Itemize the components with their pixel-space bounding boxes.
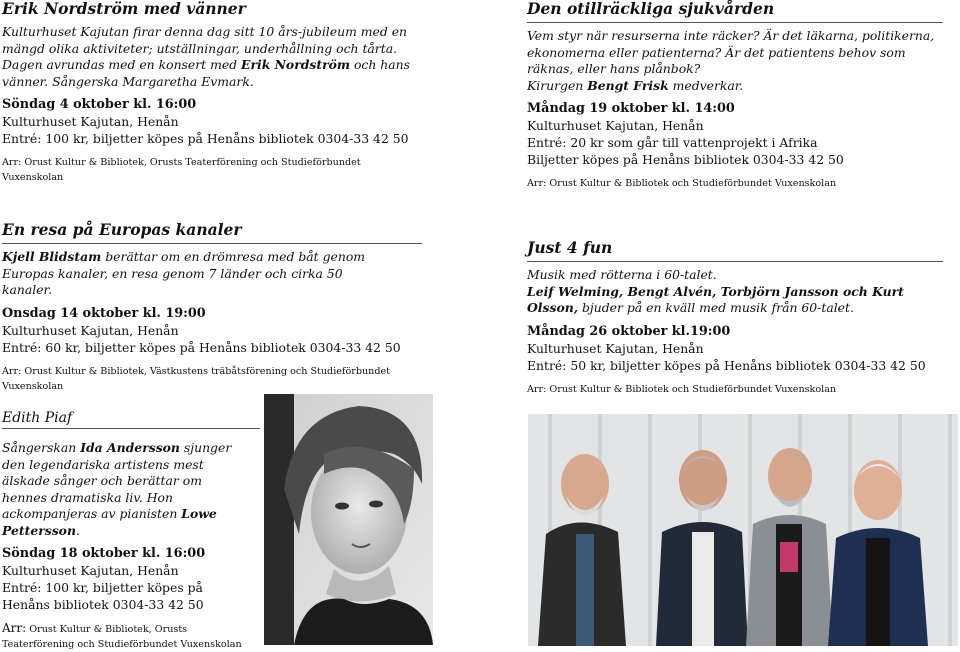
event-date: Onsdag 14 oktober kl. 19:00 (2, 305, 206, 321)
event-entry: Entré: 100 kr, biljetter köpes på Henåns bibliotek 0304-33 42 50 (2, 131, 409, 146)
portrait-photo-illustration (264, 394, 433, 645)
event-description: Vem styr när resurserna inte räcker? Är det läkarna, politikerna, ekonomerna eller patienterna? Är det patientens behov som räknas, eller hans plånbok? (527, 28, 935, 76)
event-description: Musik med rötterna i 60-talet. (527, 267, 717, 282)
event-organizers: Arr: Orust Kultur & Bibliotek, Orusts Teaterförening och Studieförbundet Vuxenskolan (2, 157, 361, 183)
event-organizers: Arr: Orust Kultur & Bibliotek och Studieförbundet Vuxenskolan (527, 178, 837, 189)
divider (2, 243, 422, 244)
event-venue: Kulturhuset Kajutan, Henån (2, 322, 179, 338)
event-venue: Kulturhuset Kajutan, Henån (527, 118, 704, 133)
band-photo-illustration (528, 414, 958, 646)
event-europas-kanaler (2, 221, 422, 394)
event-venue: Kulturhuset Kajutan, Henån (2, 563, 179, 578)
event-title: En resa på Europas kanaler (2, 220, 242, 239)
event-date: Måndag 19 oktober kl. 14:00 (527, 101, 735, 116)
event-venue: Kulturhuset Kajutan, Henån (2, 114, 179, 129)
event-title: Den otillräckliga sjukvården (527, 0, 775, 18)
event-organizers: Arr: Orust Kultur & Bibliotek och Studieförbundet Vuxenskolan (527, 383, 837, 395)
event-organizers: Arr: Orust Kultur & Bibliotek, Orusts Teaterförening och Studieförbundet Vuxenskolan (2, 621, 242, 650)
event-organizers: Arr: Orust Kultur & Bibliotek, Västkustens träbåtsförening och Studieförbundet Vuxenskolan (2, 365, 391, 392)
event-title: Edith Piaf (2, 410, 73, 426)
divider (527, 261, 943, 262)
event-date: Söndag 4 oktober kl. 16:00 (2, 97, 197, 112)
event-edith-piaf (2, 409, 260, 652)
event-sjukvarden (527, 0, 943, 191)
event-tickets: Biljetter köpes på Henåns bibliotek 0304-33 42 50 (527, 152, 844, 167)
event-title: Just 4 fun (527, 238, 613, 257)
event-description: Kjell Blidstam berättar om en drömresa med båt genom Europas kanaler, en resa genom 7 länder och cirka 50 kanaler. (2, 249, 366, 297)
event-date: Söndag 18 oktober kl. 16:00 (2, 546, 206, 561)
event-entry: Entré: 20 kr som går till vattenprojekt i Afrika (527, 135, 818, 150)
event-description-2: Kirurgen Bengt Frisk medverkar. (527, 77, 744, 93)
event-venue: Kulturhuset Kajutan, Henån (527, 340, 704, 356)
event-entry: Entré: 100 kr, biljetter köpes på Henåns bibliotek 0304-33 42 50 (2, 580, 204, 612)
event-just-4-fun (527, 239, 943, 397)
portrait-photo (264, 394, 433, 645)
event-date: Måndag 26 oktober kl.19:00 (527, 323, 731, 339)
event-entry: Entré: 50 kr, biljetter köpes på Henåns bibliotek 0304-33 42 50 (527, 357, 926, 373)
divider (527, 22, 943, 23)
divider (2, 428, 260, 429)
event-description: Sångerskan Ida Andersson sjunger den legendariska artistens mest älskade sånger och berättar om hennes dramatiska liv. Hon ackompanjeras av pianisten Lowe Pettersson. (2, 440, 232, 538)
event-entry: Entré: 60 kr, biljetter köpes på Henåns bibliotek 0304-33 42 50 (2, 339, 401, 355)
event-erik-nordstrom (2, 0, 420, 185)
event-title: Erik Nordström med vänner (2, 0, 246, 18)
event-description-2: Leif Welming, Bengt Alvén, Torbjörn Jansson och Kurt Olsson, bjuder på en kväll med musik från 60-talet. (527, 283, 904, 315)
event-description: Kulturhuset Kajutan firar denna dag sitt 10 års-jubileum med en mängd olika aktiviteter; utställningar, underhållning och tårta. Dagen avrundas med en konsert med Erik Nordström och hans vänner. Sångerska Margaretha Evmark. (2, 24, 410, 89)
band-photo (528, 414, 958, 646)
